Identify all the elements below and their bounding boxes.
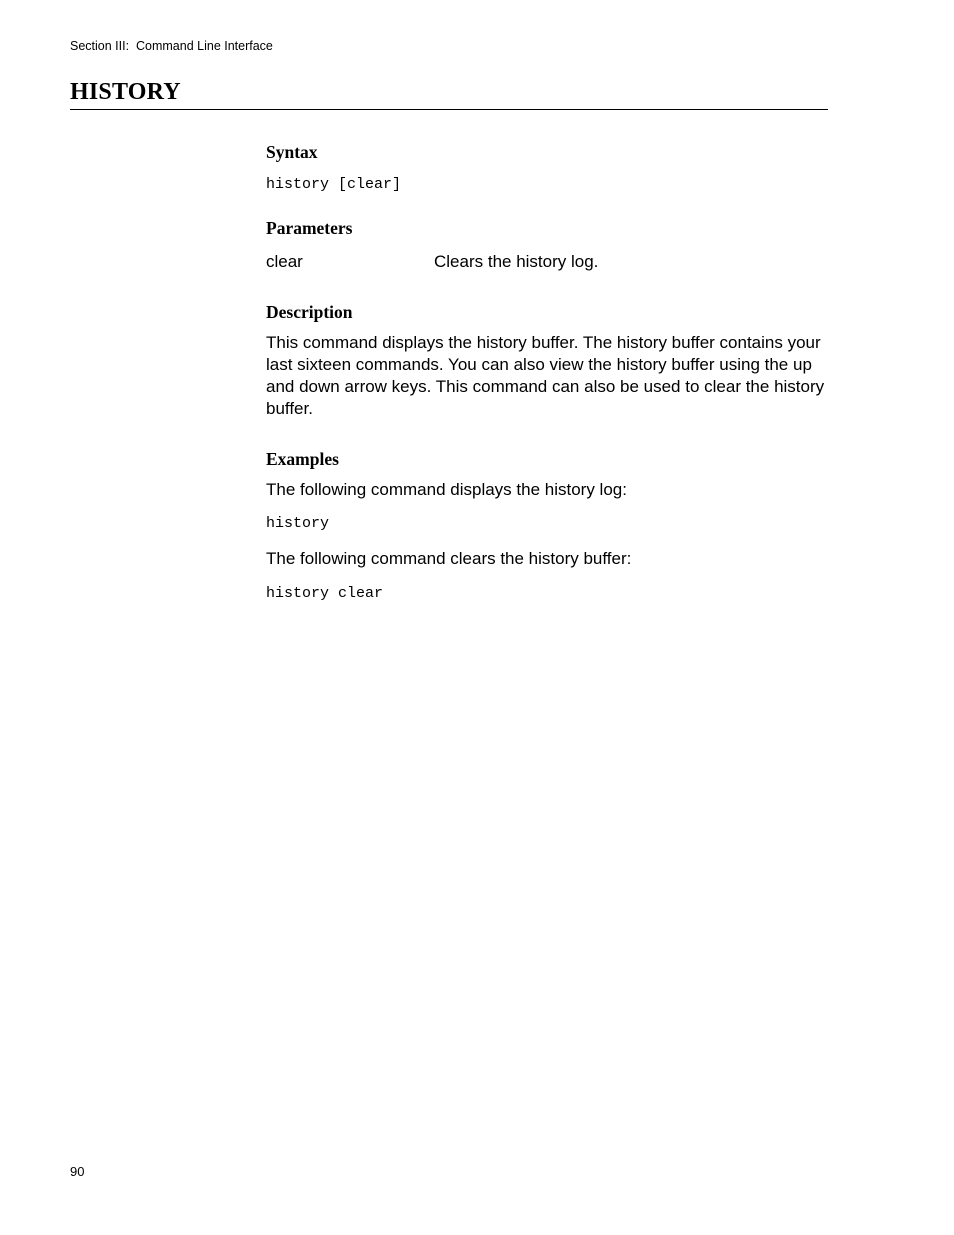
command-reference-body: [266, 141, 826, 604]
page-title: HISTORY: [70, 77, 828, 110]
examples-heading: Examples: [266, 449, 339, 469]
description-heading: Description: [266, 302, 353, 322]
example-2-command: history clear: [266, 585, 384, 602]
parameter-row: [266, 251, 826, 273]
example-1-command: history: [266, 515, 330, 532]
syntax-command: history [clear]: [266, 176, 402, 193]
parameter-name: clear: [266, 252, 303, 271]
example-1-text: The following command displays the history log:: [266, 480, 627, 499]
running-header: Section III: Command Line Interface: [70, 39, 273, 53]
description-text: This command displays the history buffer. The history buffer contains your last sixteen commands. You can also view the history buffer using the up and down arrow keys. This command can also be used to clear the history buffer.: [266, 333, 825, 418]
example-2-text: The following command clears the history buffer:: [266, 549, 632, 568]
page-number: 90: [70, 1164, 85, 1179]
syntax-heading: Syntax: [266, 142, 318, 162]
parameters-heading: Parameters: [266, 218, 353, 238]
parameter-description: Clears the history log.: [434, 252, 599, 271]
